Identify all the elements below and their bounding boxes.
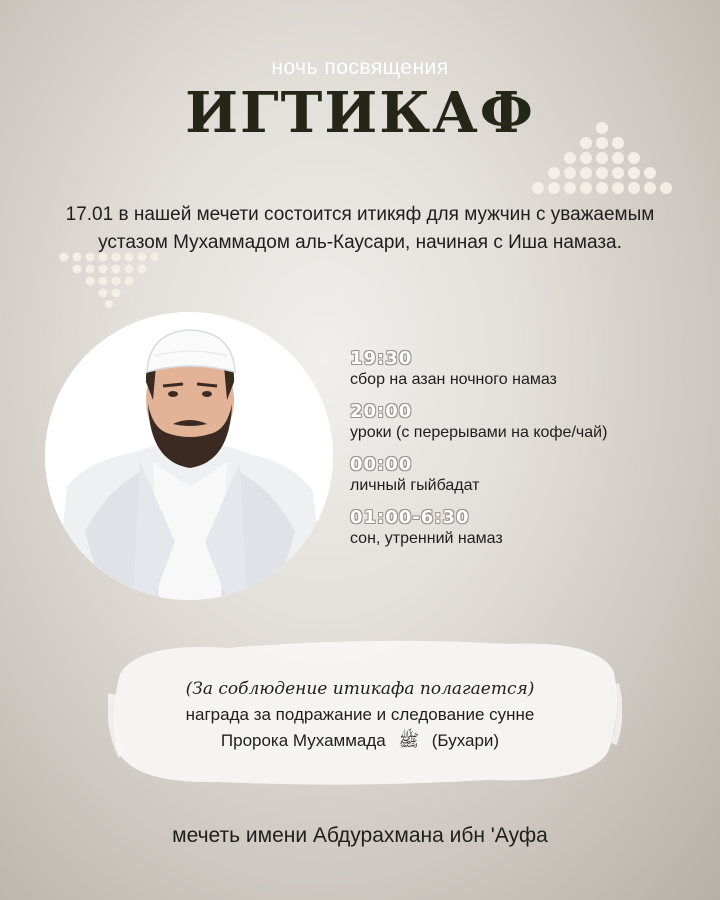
dot-triangle-decoration-small xyxy=(58,252,158,308)
quote-line-3a: Пророка Мухаммада xyxy=(220,731,386,750)
speaker-photo xyxy=(45,312,333,600)
schedule-desc: личный гыйбадат xyxy=(350,477,480,494)
schedule-desc: сон, утренний намаз xyxy=(350,530,503,547)
schedule-item xyxy=(350,507,690,560)
mosque-name: мечеть имени Абдурахмана ибн 'Ауфа xyxy=(172,824,548,847)
schedule-desc: уроки (с перерывами на кофе/чай) xyxy=(350,424,608,441)
schedule-item xyxy=(350,348,690,401)
quote-line-2: награда за подражание и следование сунне xyxy=(185,705,535,724)
intro-line-1: 17.01 в нашей мечети состоится итикяф для мужчин с уважаемым xyxy=(65,204,655,225)
schedule-desc: сбор на азан ночного намаз xyxy=(350,371,557,388)
quote-line-3b: (Бухари) xyxy=(431,731,500,750)
page-title: ИГТИКАФ xyxy=(185,80,535,146)
intro-text xyxy=(0,201,720,257)
quote-text xyxy=(0,676,720,754)
subtitle: ночь посвящения xyxy=(271,56,449,79)
quote-line-3 xyxy=(0,728,720,754)
honorific-glyph: ﷺ xyxy=(398,731,420,750)
schedule-time: 20:00 xyxy=(350,401,413,422)
intro-line-2: устазом Мухаммадом аль-Каусари, начиная с Иша намаза. xyxy=(98,232,622,253)
schedule-item xyxy=(350,454,690,507)
schedule-time: 19:30 xyxy=(350,348,413,369)
schedule-item xyxy=(350,401,690,454)
schedule-time: 01:00-6:30 xyxy=(350,507,470,528)
schedule-time: 00:00 xyxy=(350,454,413,475)
dot-triangle-decoration xyxy=(528,122,678,204)
schedule-list xyxy=(350,348,690,560)
quote-line-1: (За соблюдение итикафа полагается) xyxy=(185,679,535,699)
